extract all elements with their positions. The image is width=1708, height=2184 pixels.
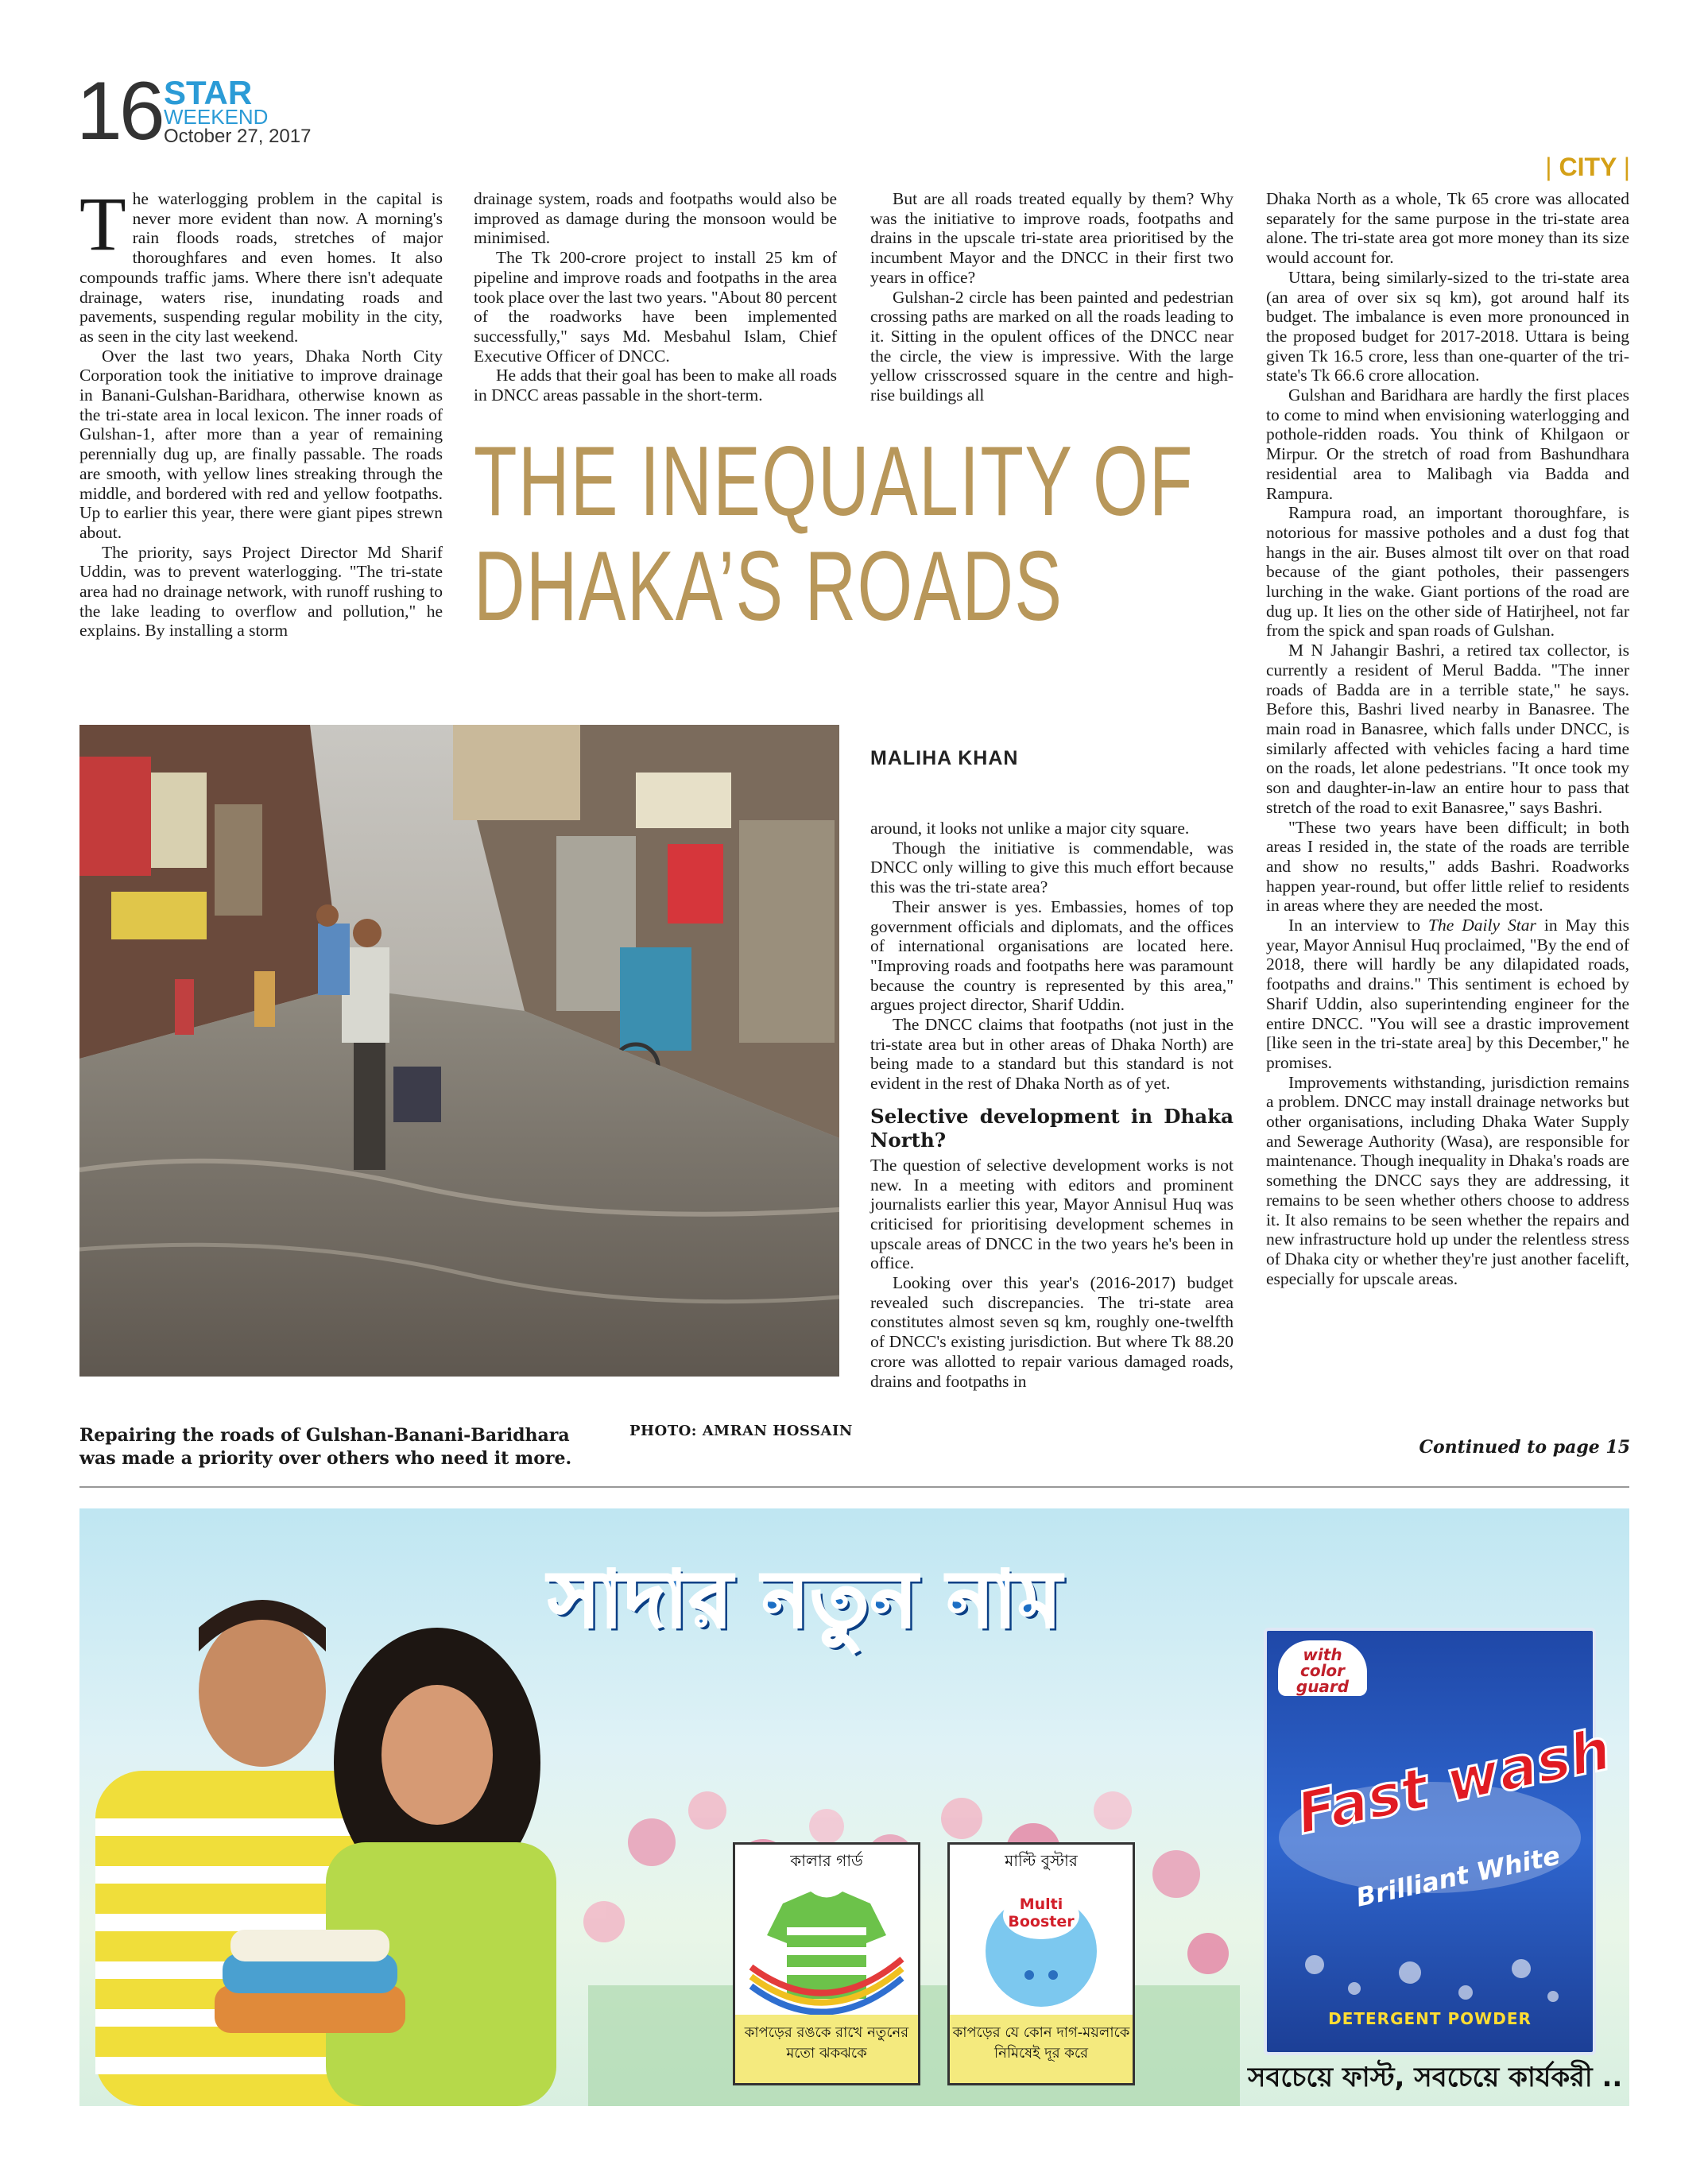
paragraph: But are all roads treated equally by them? Why was the initiative to improve roads, footpaths and drains in the upscale tri-state area prioritised by the incumbent Mayor and the DNCC in their first two years in office? xyxy=(870,189,1234,287)
feature-title: কালার গার্ড xyxy=(790,1851,863,1870)
paragraph: Gulshan-2 circle has been painted and pedestrian crossing paths are marked on all the roads leading to it. Sitting in the opulent offices of the DNCC near the circle, the view is impressive. With the large yellow crisscrossed square in the centre and high-rise buildings all xyxy=(870,287,1234,405)
paragraph: Over the last two years, Dhaka North City Corporation took the initiative to improve drainage in Banani-Gulshan-Baridhara, otherwise known as the tri-state area in local lexicon. The inner roads of Gulshan-1, after more than a year of remaining perennially dug up, are finally passable. The roads are smooth, with yellow lines streaking through the middle, and bordered with red and yellow footpaths. Up to earlier this year, there were giant pipes strewn about. xyxy=(79,346,443,542)
ad-tagline: সবচেয়ে ফাস্ট, সবচেয়ে কার্যকরী .. xyxy=(1248,2062,1623,2093)
paragraph xyxy=(1266,916,1629,1073)
text-run: in May this year, Mayor Annisul Huq proclaimed, "By the end of 2018, there will hardly be any dilapidated roads, footpaths and drains." This sentiment is echoed by Sharif Uddin, also superintending engineer for the entire DNCC. "You will see a drastic improvement [like seen in the tri-state area] by this December," he promises. xyxy=(1266,916,1630,1072)
section-label: | CITY | xyxy=(1545,153,1630,181)
publication-name: The Daily Star xyxy=(1428,916,1536,935)
flooded-street-illustration xyxy=(79,725,839,1377)
feature-box-multi-booster xyxy=(947,1842,1135,2085)
byline: MALIHA KHAN xyxy=(870,747,1019,769)
article-photo xyxy=(79,725,839,1377)
paragraph: Looking over this year's (2016-2017) budget revealed such discrepancies. The tri-state area constitutes almost seven sq km, roughly one-twelfth of DNCC's existing jurisdiction. But where Tk 88.20 crore was allotted to repair various damaged roads, drains and footpaths in xyxy=(870,1273,1234,1391)
paragraph: The question of selective development works is not new. In a meeting with editors and prominent journalists earlier this year, Mayor Annisul Huq was criticised for prioritising development schemes in upscale areas of DNCC in the two years he's been in office. xyxy=(870,1155,1234,1273)
product-pack xyxy=(1264,1628,1617,2055)
feature-text: কাপড়ের রঙকে রাখে নতুনের মতো ঝকঝকে xyxy=(735,2015,918,2083)
booster-bubble-icon xyxy=(950,1872,1133,2015)
paragraph: drainage system, roads and footpaths would also be improved as damage during the monsoon would be minimised. xyxy=(474,189,837,248)
paragraph: "These two years have been difficult; in both areas I resided in, the state of the roads are terrible and show no results," adds Bashri. Roadworks happen year-round, but offer little relief to residents in areas where they are needed the most. xyxy=(1266,817,1629,916)
paragraph: Though the initiative is commendable, was DNCC only willing to give this much effort because this was the tri-state area? xyxy=(870,838,1234,897)
paragraph: M N Jahangir Bashri, a retired tax collector, is currently a resident of Merul Badda. "The inner roads of Badda are in a terrible state," he says. Before this, Bashri lived nearby in Banasree. The main road in Banasree, which falls under DNCC, is similarly affected with vehicles facing a hard time on the roads, let alone pedestrians. "It once took my son and daughter-in-law an entire hour to pass that stretch of the road to exit Banasree," says Bashri. xyxy=(1266,641,1629,817)
feature-text: কাপড়ের যে কোন দাগ-ময়লাকে নিমিষেই দূর করে xyxy=(950,2015,1133,2083)
subheading: Selective development in Dhaka North? xyxy=(870,1104,1234,1152)
paragraph: Rampura road, an important thoroughfare, is notorious for massive potholes and a dust fog that hangs in the air. Buses almost tilt over on that road because of the giant potholes, their passengers lurching in the wake. Giant portions of the road are dug up. It lies on the other side of Hatirjheel, not far from the spick and span roads of Gulshan. xyxy=(1266,503,1629,641)
pack-badge: with color guard xyxy=(1278,1640,1367,1696)
advertisement xyxy=(79,1508,1629,2106)
page-number: 16 xyxy=(76,65,162,157)
shirt-icon xyxy=(735,1872,918,2015)
paragraph: The Tk 200-crore project to install 25 km of pipeline and improve roads and footpaths in the area took place over the last two years. "About 80 percent of the roadworks have been implemented successfully," says Md. Mesbahul Islam, Chief Executive Officer of DNCC. xyxy=(474,248,837,366)
feature-box-color-guard xyxy=(733,1842,920,2085)
paragraph: around, it looks not unlike a major city square. xyxy=(870,819,1190,838)
issue-date: October 27, 2017 xyxy=(164,126,312,147)
booster-badge: Multi Booster xyxy=(1008,1896,1075,1930)
article-column-3-bottom xyxy=(870,819,1234,1391)
continued-link: Continued to page 15 xyxy=(1419,1437,1630,1458)
paragraph: he waterlogging problem in the capital is never more evident than now. A morning's rain floods roads, stretches of major thoroughfares and even homes. It also compounds traffic jams. Where there isn't adequate drainage, waters rise, inundating roads and pavements, suspending regular mobility in the city, as seen in the city last weekend. xyxy=(79,189,443,346)
photo-credit: PHOTO: AMRAN HOSSAIN xyxy=(629,1423,853,1439)
paragraph: Uttara, being similarly-sized to the tri-state area (an area of over six sq km), got around half its budget. The imbalance is even more pronounced in the proposed budget for 2017-2018. Uttara is being given Tk 16.5 crore, less than one-quarter of the tri-state's Tk 66.6 crore allocation. xyxy=(1266,267,1629,385)
paragraph: The DNCC claims that footpaths (not just in the tri-state area but in other areas of Dhaka North) are being made to a standard but this standard is not evident in the rest of Dhaka North as of yet. xyxy=(870,1015,1234,1094)
product-type: DETERGENT POWDER xyxy=(1328,2009,1532,2028)
paragraph: Gulshan and Baridhara are hardly the first places to come to mind when envisioning waterlogging and pothole-ridden roads. You think of Khilgaon or Mirpur. Or the stretch of road from Bashundhara residential area to Malibagh via Badda and Rampura. xyxy=(1266,385,1629,503)
text-run: In an interview to xyxy=(1288,916,1429,935)
headline xyxy=(474,427,1194,641)
product-brand: Fast wash xyxy=(1291,1715,1617,1848)
section-name: CITY xyxy=(1559,153,1617,181)
brand-subtitle: WEEKEND xyxy=(164,105,269,129)
brand-logo: STAR xyxy=(164,74,253,111)
model-woman xyxy=(326,1628,556,2106)
headline-line-2: DHAKA’S ROADS xyxy=(474,532,1063,641)
paragraph: The priority, says Project Director Md Sharif Uddin, was to prevent waterlogging. "The tri-state area had no drainage network, with runoff rushing to the lake leading to overflow and pollution," he explains. By installing a storm xyxy=(79,542,443,641)
article-column-3-top xyxy=(870,189,1234,405)
paragraph: Their answer is yes. Embassies, homes of top government officials and diplomats, and the offices of international organisations are located here. "Improving roads and footpaths here was paramount because the country is represented by this area," argues project director, Sharif Uddin. xyxy=(870,896,1234,1015)
feature-title: মাল্টি বুস্টার xyxy=(1005,1851,1078,1870)
drop-cap: T xyxy=(79,181,126,266)
photo-caption: Repairing the roads of Gulshan-Banani-Baridhara was made a priority over others who need it more. xyxy=(79,1425,572,1469)
article-column-1 xyxy=(79,181,443,641)
headline-line-1: THE INEQUALITY OF xyxy=(474,427,1194,536)
section-divider xyxy=(79,1486,1629,1488)
product-variant: Brilliant White xyxy=(1353,1840,1563,1913)
ad-headline: সাদার নতুন নাম xyxy=(548,1555,1063,1645)
paragraph: Dhaka North as a whole, Tk 65 crore was allocated separately for the same purpose in the tri-state area alone. The tri-state area got more money than its size would account for. xyxy=(1266,189,1629,268)
article-column-2 xyxy=(474,189,837,405)
article-column-4 xyxy=(1266,189,1629,1288)
paragraph: Improvements withstanding, jurisdiction remains a problem. DNCC may install drainage networks but other organisations, including Dhaka Water Supply and Sewerage Authority (Wasa), are responsible for maintenance. Though inequality in Dhaka's roads are something the DNCC says they are addressing, it remains to be seen whether others choose to address it. It also remains to be seen whether the repairs and new infrastructure hold up under the relentless stress of Dhaka city or whether they're just another facelift, especially for upscale areas. xyxy=(1266,1072,1629,1288)
paragraph: He adds that their goal has been to make all roads in DNCC areas passable in the short-term. xyxy=(474,366,837,405)
